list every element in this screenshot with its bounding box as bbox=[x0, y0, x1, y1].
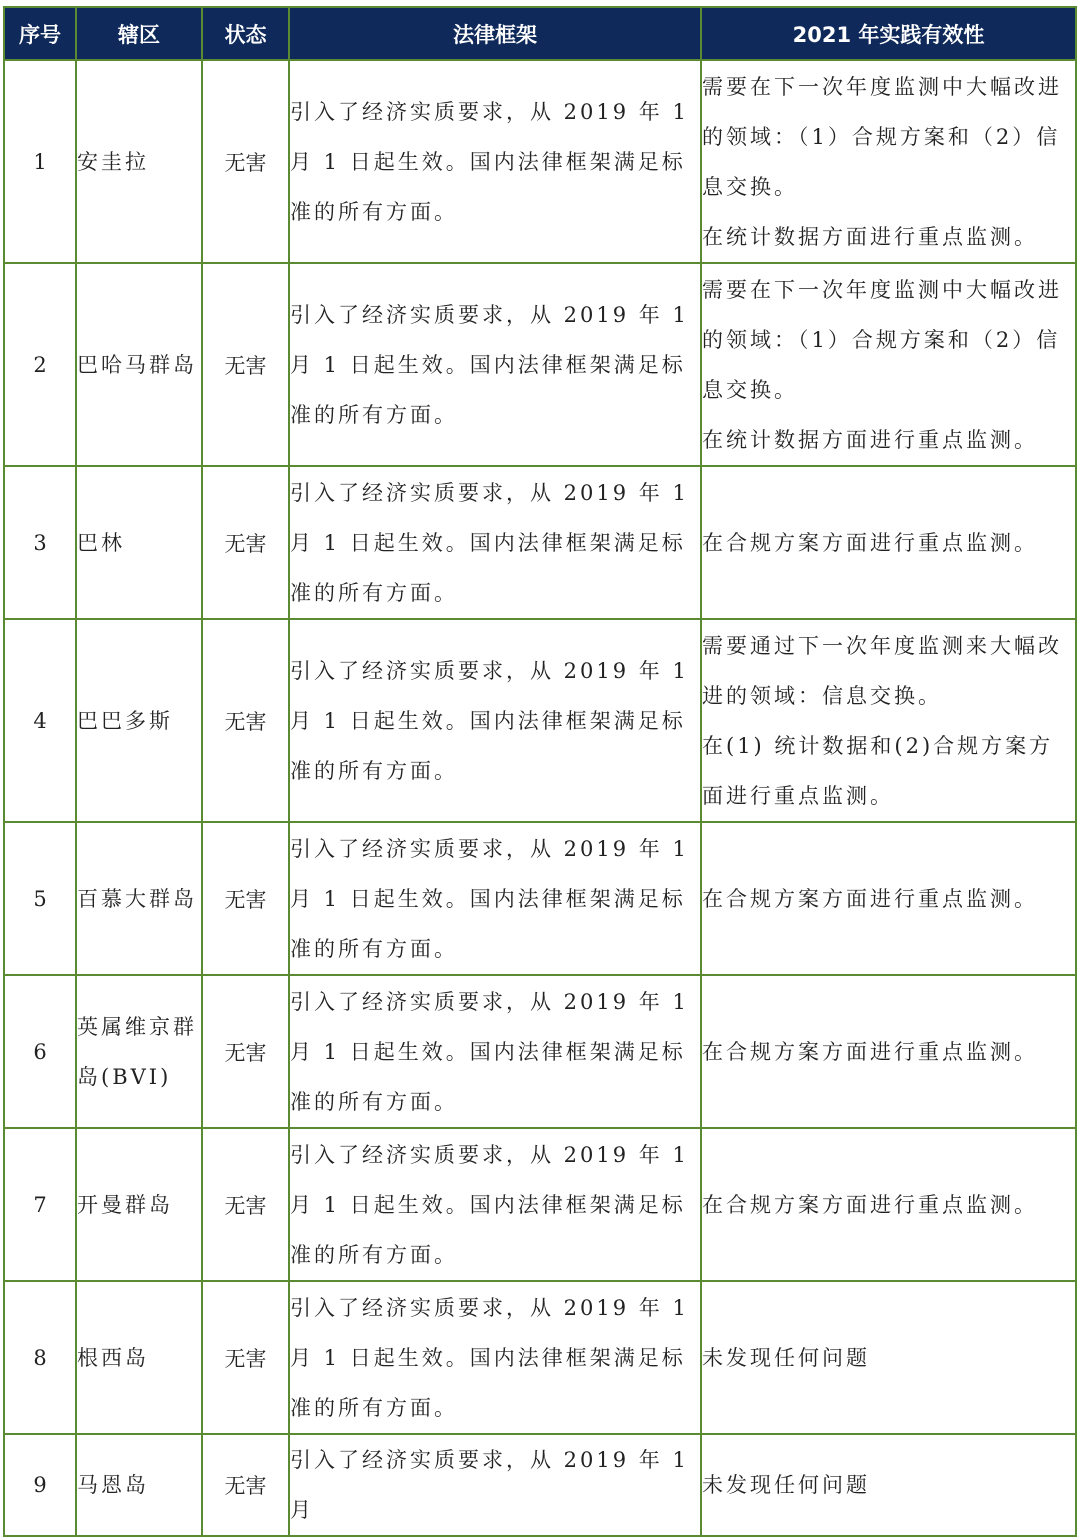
row-effectiveness bbox=[701, 263, 1076, 466]
row-effectiveness bbox=[701, 619, 1076, 822]
table-body bbox=[4, 60, 1076, 1536]
table-row bbox=[4, 466, 1076, 619]
row-jurisdiction: 巴哈马群岛 bbox=[76, 263, 202, 466]
row-legal-framework: 引入了经济实质要求，从 2019 年 1 月 1 日起生效。国内法律框架满足标准的所有方面。 bbox=[289, 1128, 701, 1281]
row-status: 无害 bbox=[202, 466, 289, 619]
table-row bbox=[4, 60, 1076, 263]
row-number: 2 bbox=[4, 263, 76, 466]
effectiveness-paragraph: 在统计数据方面进行重点监测。 bbox=[702, 224, 1038, 249]
table-row bbox=[4, 1281, 1076, 1434]
row-number: 3 bbox=[4, 466, 76, 619]
row-jurisdiction: 马恩岛 bbox=[76, 1434, 202, 1536]
row-legal-framework: 引入了经济实质要求，从 2019 年 1 月 1 日起生效。国内法律框架满足标准的所有方面。 bbox=[289, 1281, 701, 1434]
header-legal-framework: 法律框架 bbox=[289, 7, 701, 60]
row-status: 无害 bbox=[202, 60, 289, 263]
row-legal-framework: 引入了经济实质要求，从 2019 年 1 月 1 日起生效。国内法律框架满足标准的所有方面。 bbox=[289, 263, 701, 466]
table-row bbox=[4, 975, 1076, 1128]
row-status: 无害 bbox=[202, 1434, 289, 1536]
row-jurisdiction: 百慕大群岛 bbox=[76, 822, 202, 975]
table-row bbox=[4, 822, 1076, 975]
effectiveness-paragraph: 需要通过下一次年度监测来大幅改进的领域：信息交换。 bbox=[702, 633, 1062, 708]
effectiveness-paragraph: 在(1) 统计数据和(2)合规方案方面进行重点监测。 bbox=[702, 733, 1054, 808]
row-effectiveness bbox=[701, 60, 1076, 263]
row-number: 8 bbox=[4, 1281, 76, 1434]
effectiveness-paragraph: 未发现任何问题 bbox=[702, 1473, 870, 1497]
row-jurisdiction: 安圭拉 bbox=[76, 60, 202, 263]
effectiveness-paragraph: 未发现任何问题 bbox=[702, 1345, 870, 1370]
row-legal-framework: 引入了经济实质要求，从 2019 年 1 月 1 日起生效。国内法律框架满足标准的所有方面。 bbox=[289, 619, 701, 822]
jurisdiction-table bbox=[3, 6, 1077, 1537]
header-row bbox=[4, 7, 1076, 60]
header-effectiveness: 2021 年实践有效性 bbox=[701, 7, 1076, 60]
row-status: 无害 bbox=[202, 822, 289, 975]
row-status: 无害 bbox=[202, 975, 289, 1128]
row-number: 6 bbox=[4, 975, 76, 1128]
row-number: 9 bbox=[4, 1434, 76, 1536]
table-header bbox=[4, 7, 1076, 60]
row-effectiveness bbox=[701, 975, 1076, 1128]
row-jurisdiction: 开曼群岛 bbox=[76, 1128, 202, 1281]
row-status: 无害 bbox=[202, 1128, 289, 1281]
row-jurisdiction: 英属维京群岛(BVI) bbox=[76, 975, 202, 1128]
row-status: 无害 bbox=[202, 263, 289, 466]
effectiveness-paragraph: 在合规方案方面进行重点监测。 bbox=[702, 530, 1038, 555]
row-legal-framework: 引入了经济实质要求，从 2019 年 1 月 1 日起生效。国内法律框架满足标准的所有方面。 bbox=[289, 60, 701, 263]
row-effectiveness bbox=[701, 822, 1076, 975]
row-number: 7 bbox=[4, 1128, 76, 1281]
header-jurisdiction: 辖区 bbox=[76, 7, 202, 60]
row-status: 无害 bbox=[202, 619, 289, 822]
table-row bbox=[4, 263, 1076, 466]
row-status: 无害 bbox=[202, 1281, 289, 1434]
row-effectiveness bbox=[701, 1281, 1076, 1434]
row-legal-framework: 引入了经济实质要求，从 2019 年 1 月 bbox=[289, 1434, 701, 1536]
header-status: 状态 bbox=[202, 7, 289, 60]
effectiveness-paragraph: 在合规方案方面进行重点监测。 bbox=[702, 1192, 1038, 1217]
table-row bbox=[4, 1434, 1076, 1536]
row-number: 4 bbox=[4, 619, 76, 822]
row-effectiveness bbox=[701, 1128, 1076, 1281]
row-jurisdiction: 巴林 bbox=[76, 466, 202, 619]
effectiveness-paragraph: 在统计数据方面进行重点监测。 bbox=[702, 427, 1038, 452]
row-number: 1 bbox=[4, 60, 76, 263]
effectiveness-paragraph: 在合规方案方面进行重点监测。 bbox=[702, 886, 1038, 911]
table-row bbox=[4, 1128, 1076, 1281]
row-legal-framework: 引入了经济实质要求，从 2019 年 1 月 1 日起生效。国内法律框架满足标准的所有方面。 bbox=[289, 975, 701, 1128]
row-legal-framework: 引入了经济实质要求，从 2019 年 1 月 1 日起生效。国内法律框架满足标准的所有方面。 bbox=[289, 466, 701, 619]
row-legal-framework: 引入了经济实质要求，从 2019 年 1 月 1 日起生效。国内法律框架满足标准的所有方面。 bbox=[289, 822, 701, 975]
row-effectiveness bbox=[701, 1434, 1076, 1536]
effectiveness-paragraph: 需要在下一次年度监测中大幅改进的领域：（1）合规方案和（2）信息交换。 bbox=[702, 74, 1062, 199]
effectiveness-paragraph: 需要在下一次年度监测中大幅改进的领域：（1）合规方案和（2）信息交换。 bbox=[702, 277, 1062, 402]
effectiveness-paragraph: 在合规方案方面进行重点监测。 bbox=[702, 1039, 1038, 1064]
header-number: 序号 bbox=[4, 7, 76, 60]
row-effectiveness bbox=[701, 466, 1076, 619]
row-jurisdiction: 根西岛 bbox=[76, 1281, 202, 1434]
row-number: 5 bbox=[4, 822, 76, 975]
row-jurisdiction: 巴巴多斯 bbox=[76, 619, 202, 822]
table-row bbox=[4, 619, 1076, 822]
